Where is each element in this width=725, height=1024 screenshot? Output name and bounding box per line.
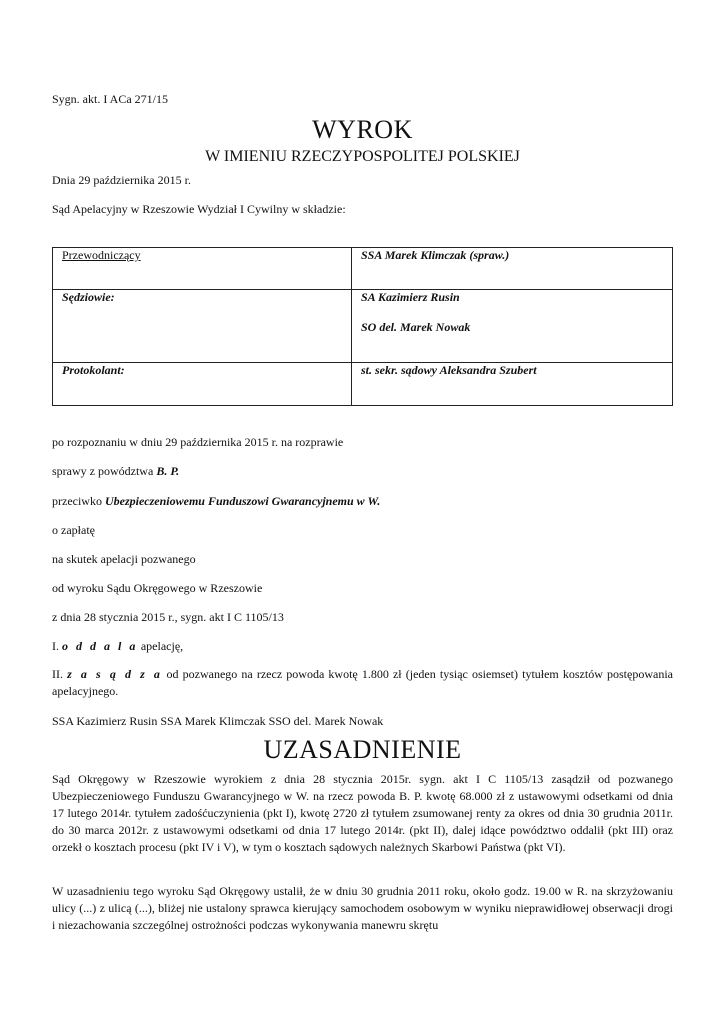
case-line-lower-judgment: z dnia 28 stycznia 2015 r., sygn. akt I C 1105/13 <box>52 610 284 624</box>
document-title: WYROK <box>312 115 413 144</box>
ruling-point-2-text: od pozwanego na rzecz powoda kwotę 1.800 zł (jeden tysiąc osiemset) tytułem kosztów postępowania apelacyjnego. <box>52 667 673 698</box>
chair-label: Przewodniczący <box>62 248 141 262</box>
defendant-prefix: przeciwko <box>52 494 105 508</box>
court-composition: Sąd Apelacyjny w Rzeszowie Wydział I Cywilny w składzie: <box>52 202 346 216</box>
case-line-subject: o zapłatę <box>52 523 95 537</box>
justification-heading: UZASADNIENIE <box>263 735 462 764</box>
case-signature: Sygn. akt. I ACa 271/15 <box>52 92 168 106</box>
judges-signatures: SSA Kazimierz Rusin SSA Marek Klimczak SSO del. Marek Nowak <box>52 714 384 728</box>
case-line-defendant <box>52 494 380 509</box>
case-line-appeal: na skutek apelacji pozwanego <box>52 552 196 566</box>
plaintiff-prefix: sprawy z powództwa <box>52 464 157 478</box>
defendant-name: Ubezpieczeniowemu Funduszowi Gwarancyjnemu w W. <box>104 494 381 508</box>
justification-paragraph-2: W uzasadnieniu tego wyroku Sąd Okręgowy ustalił, że w dniu 30 grudnia 2011 roku, około godz. 19.00 w R. na skrzyżowaniu ulicy (...) z ulicą (...), bliżej nie ustalony sprawca kierujący samochodem osobowym w wyniku nieprawidłowej obserwacji drogi i niezachowania szczególnej ostrożności podczas wykonywania manewru skrętu <box>52 884 673 932</box>
ruling-point-1-verb: o d d a l a <box>62 639 138 653</box>
panel-row-chair <box>53 248 673 290</box>
judges-label: Sędziowie: <box>62 290 115 304</box>
case-line-lower-court: od wyroku Sądu Okręgowego w Rzeszowie <box>52 581 263 595</box>
case-line-hearing: po rozpoznaniu w dniu 29 października 2015 r. na rozprawie <box>52 435 344 449</box>
panel-row-clerk <box>53 363 673 406</box>
ruling-point-1-number: I. <box>52 639 59 653</box>
plaintiff-name: B. P. <box>156 464 180 478</box>
document-subtitle: W IMIENIU RZECZYPOSPOLITEJ POLSKIEJ <box>205 148 520 165</box>
ruling-point-1-text: apelację, <box>137 639 184 653</box>
ruling-point-1 <box>52 639 183 654</box>
clerk-value: st. sekr. sądowy Aleksandra Szubert <box>361 363 537 377</box>
chair-value: SSA Marek Klimczak (spraw.) <box>361 248 510 262</box>
case-line-plaintiff <box>52 464 179 479</box>
justification-paragraph-1: Sąd Okręgowy w Rzeszowie wyrokiem z dnia 28 stycznia 2015r. sygn. akt I C 1105/13 zasądził od pozwanego Ubezpieczeniowego Funduszu Gwarancyjnego w W. na rzecz powoda B. P. kwotę 68.000 zł z ustawowymi odsetkami od dnia 17 lutego 2014r. tytułem zadośćuczynienia (pkt I), kwotę 2720 zł tytułem zsumowanej renty za okres od dnia 30 grudnia 2011r. do 30 marca 2012r. z ustawowymi odsetkami od dnia 17 lutego 2014r. (pkt II), dalej idące powództwo oddalił (pkt III) oraz orzekł o kosztach procesu (pkt IV i V), w tym o kosztach sądowych należnych Skarbowi Państwa (pkt VI). <box>52 772 673 854</box>
ruling-point-2-number: II. <box>52 667 63 681</box>
judge-2: SO del. Marek Nowak <box>361 320 471 334</box>
ruling-point-2 <box>52 666 673 700</box>
clerk-label: Protokolant: <box>62 363 125 377</box>
judgment-date: Dnia 29 października 2015 r. <box>52 173 191 187</box>
court-panel-table <box>52 247 673 406</box>
judge-1: SA Kazimierz Rusin <box>361 290 460 304</box>
panel-row-judges <box>53 290 673 363</box>
ruling-point-2-verb: z a s ą d z a <box>67 667 163 681</box>
